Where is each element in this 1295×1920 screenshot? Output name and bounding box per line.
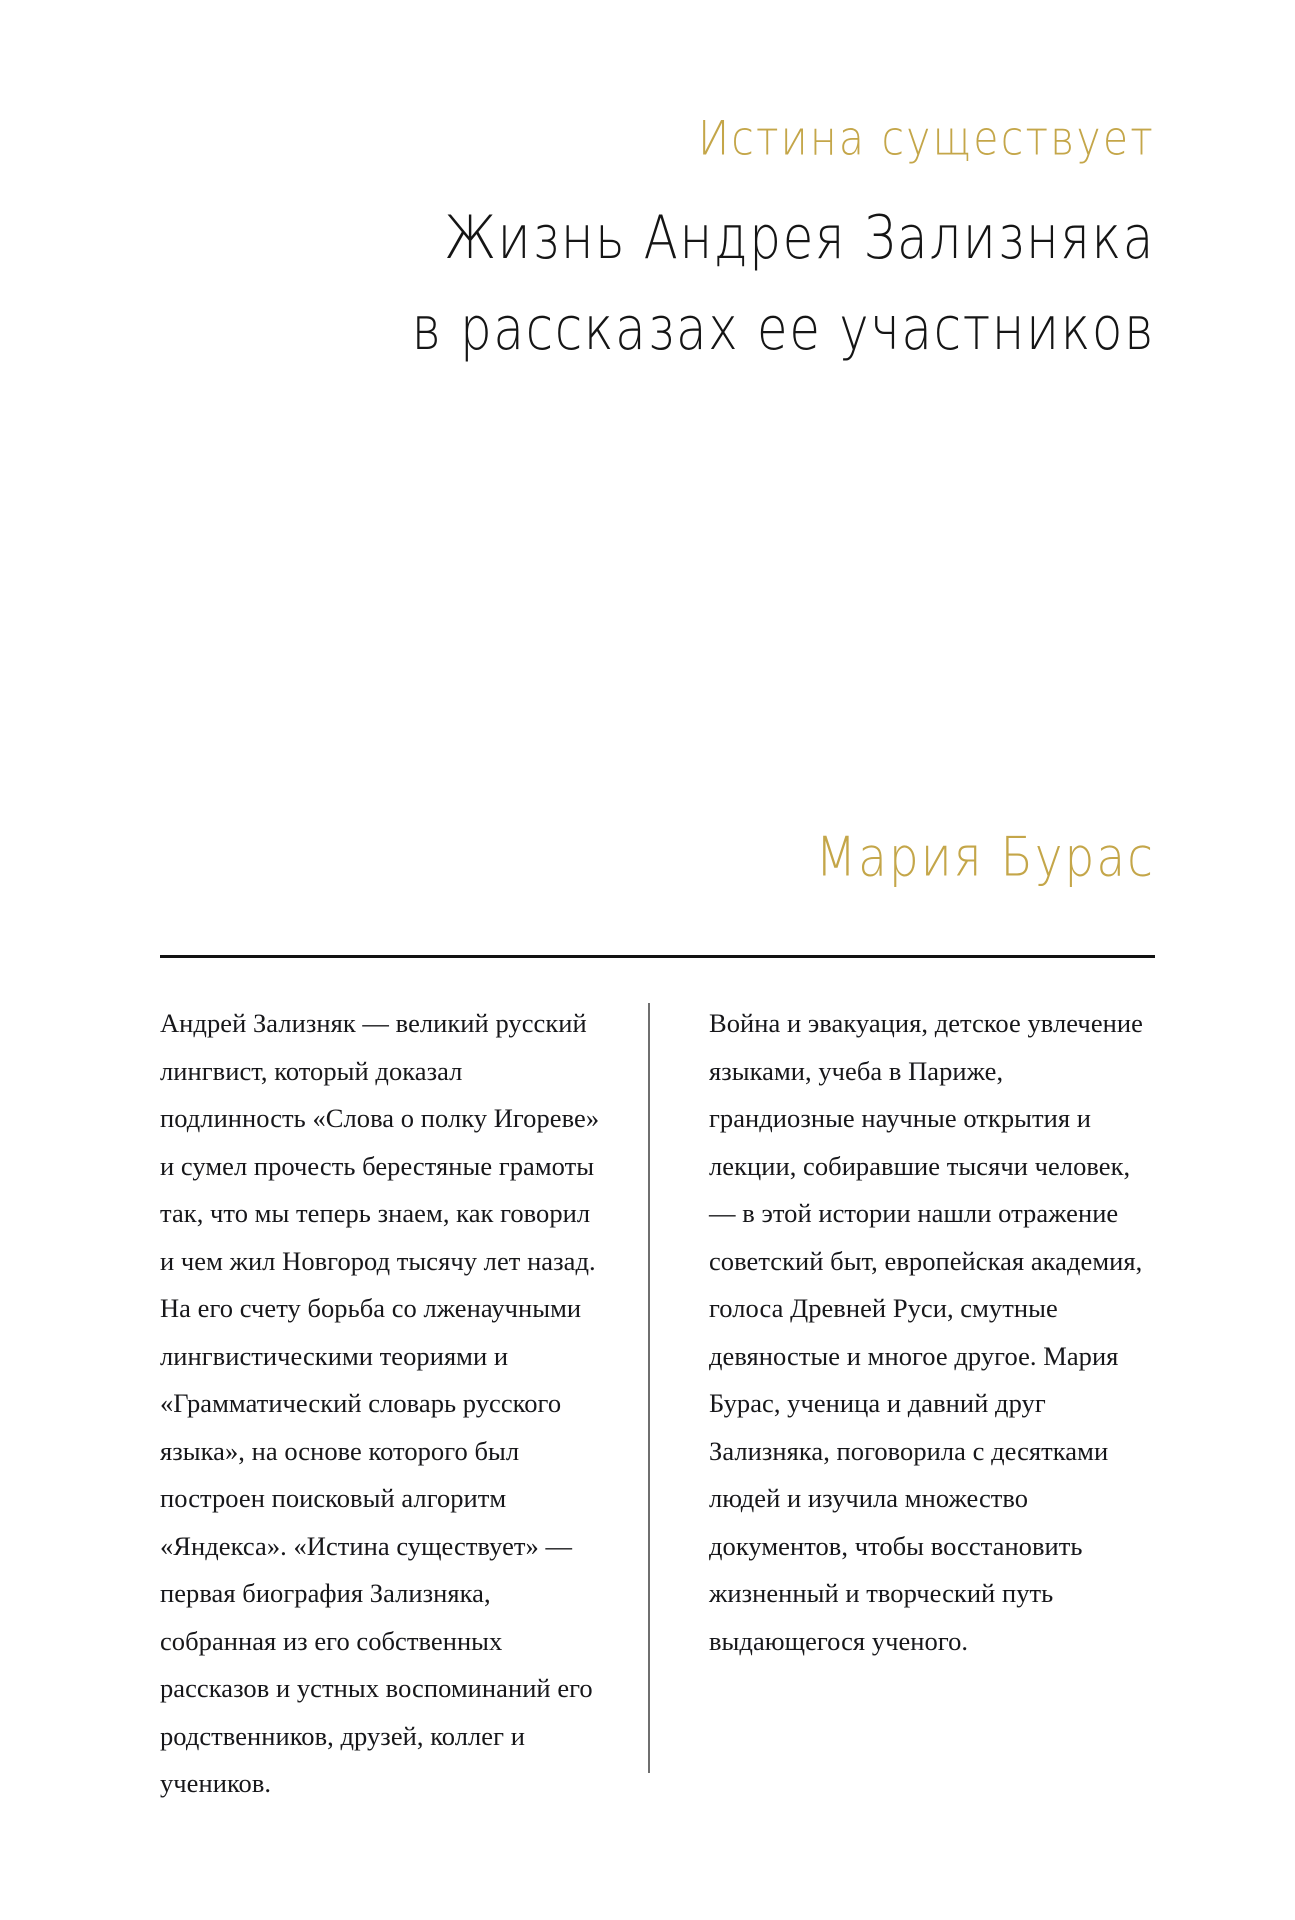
series-title: Истина существует — [698, 110, 1155, 166]
blurb-text-left: Андрей Зализняк — великий русский лингвист, который доказал подлинность «Слова о полку Игореве» и сумел прочесть берестяные грамоты так, что мы теперь знаем, как говорил и чем жил Новгород тысячу лет назад. На его счету борьба со лженаучными лингвистическими теориями и «Грамматический словарь русского языка», на основе которого был построен поисковый алгоритм «Яндекса». «Истина существует» — первая биография Зализняка, собранная из его собственных рассказов и устных воспоминаний его родственников, друзей, коллег и учеников. — [160, 1008, 600, 1798]
horizontal-divider — [160, 955, 1155, 958]
book-title-line-2: в рассказах ее участников — [411, 293, 1155, 364]
author-name: Мария Бурас — [815, 825, 1155, 890]
blurb-text-right: Война и эвакуация, детское увлечение языками, учеба в Париже, грандиозные научные открытия и лекции, собиравшие тысячи человек, — в этой истории нашли отражение советский быт, европейская академия, голоса Древней Руси, смутные девяностые и многое другое. Мария Бурас, ученица и давний друг Зализняка, поговорила с десятками людей и изучила множество документов, чтобы восстановить жизненный и творческий путь выдающегося ученого. — [709, 1008, 1143, 1656]
author-block — [160, 825, 1155, 890]
blurb-column-right — [657, 1000, 1154, 1808]
blurb-section — [160, 1000, 1155, 1808]
book-title-line-1: Жизнь Андрея Зализняка — [444, 202, 1155, 273]
blurb-column-left — [160, 1000, 657, 1808]
title-block — [160, 110, 1155, 368]
vertical-column-divider — [648, 1003, 650, 1773]
